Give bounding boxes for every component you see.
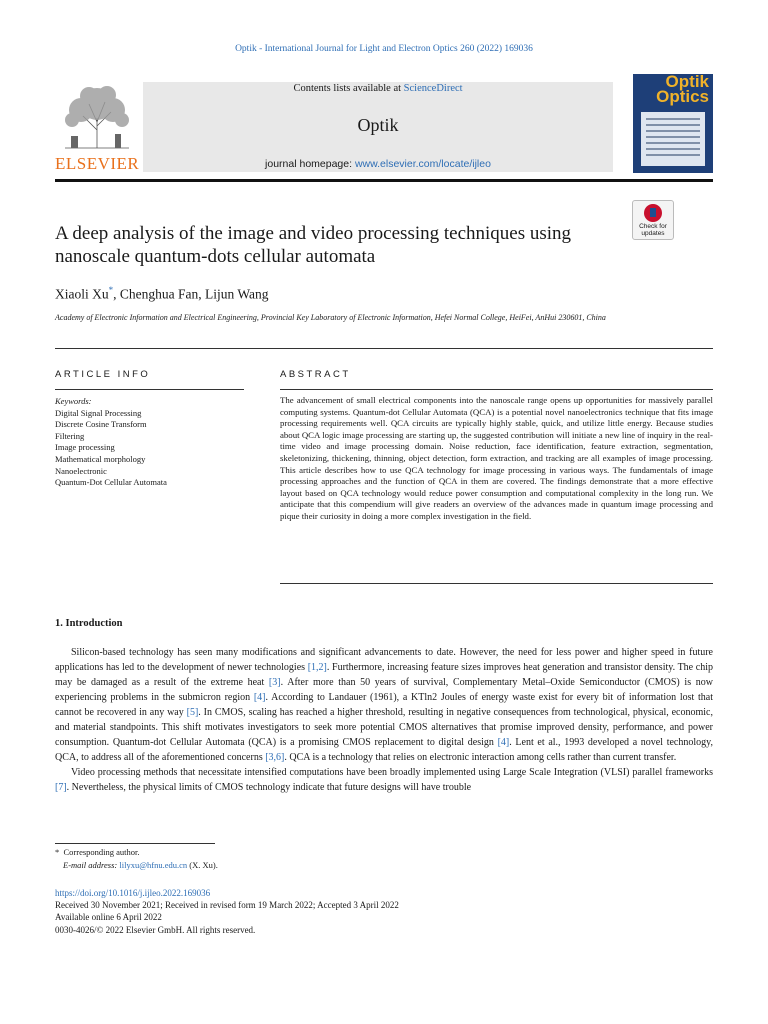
homepage-link[interactable]: www.elsevier.com/locate/ijleo: [354, 158, 491, 170]
email-label: E-mail address:: [63, 859, 120, 870]
footnote-rule: [55, 843, 215, 844]
keyword-item: Filtering: [55, 430, 85, 441]
author-xu: Xiaoli Xu: [55, 286, 109, 302]
email-footnote: [55, 859, 455, 872]
homepage-prefix: journal homepage:: [265, 158, 355, 170]
cover-text-lines: [646, 118, 700, 160]
other-authors: , Chenghua Fan, Lijun Wang: [113, 286, 269, 302]
journal-banner: [143, 82, 613, 172]
body-text-run: . QCA is a technology that relies on electronic interaction among cells rather than current transfer.: [284, 752, 677, 763]
keyword-item: Discrete Cosine Transform: [55, 419, 147, 430]
body-text-run: . According to Landauer (1961), a KTln2 Joules of energy waste exist for every bit of information lost that cannot be recovered in any way: [55, 692, 713, 718]
abstract-bottom-rule: [280, 583, 713, 584]
elsevier-logo[interactable]: [55, 82, 139, 174]
body-text-run: Video processing methods that necessitate intensified computations have been broadly implemented using Large Scale Integration (VLSI) parallel frameworks: [71, 767, 713, 778]
keyword-item: Image processing: [55, 442, 115, 453]
contents-line: [143, 83, 613, 94]
abstract-text: The advancement of small electrical components into the nanoscale range opens up opportunities for massively parallel computing systems. Quantum-dot Cellular Automata (QCA) is a potential novel nanoelectronics technique that fits image processing requirements well. QCA circuits are typically highly stable, quick, and utilize little energy. Because studies about QCA logic image processing are starting up, the suggested contribution will initiate a new line of inquiry in the real-time video and image processing domain. Noise reduction, face identification, feature extraction, segmentation, skeletonizing, thickening, thinning, object detection, form extraction, and tracking are all examples of image processing. This article describes how to use QCA technology for image processing in various ways. The fundamentals of image processing approaches and the function of QCA in them are covered. The findings demonstrate that a more effective layout based on QCA technology would reduce power consumption and computational complexity in the long run. We anticipate that this compendium will give readers an overview of the advances made in quantum image processing and pique their curiosity in doing a more complex investigation in the field.: [280, 395, 713, 521]
author-list: [55, 285, 269, 303]
corresponding-text: Corresponding author.: [63, 847, 140, 857]
email-link[interactable]: lilyxu@hfnu.edu.cn: [119, 859, 188, 870]
email-suffix: (X. Xu).: [187, 859, 218, 870]
citation-link[interactable]: [1,2]: [307, 662, 327, 673]
body-text-run: . Lent et al., 1993 developed a novel technology, QCA, to address all of the aforementioned concerns: [55, 737, 713, 763]
abstract-heading: ABSTRACT: [280, 369, 351, 380]
footnotes: [55, 846, 455, 871]
footnote-star: *: [55, 847, 60, 857]
citation-link[interactable]: [3,6]: [265, 752, 285, 763]
keyword-item: Nanoelectronic: [55, 465, 107, 476]
journal-title: Optik: [357, 115, 399, 135]
received-dates: Received 30 November 2021; Received in revised form 19 March 2022; Accepted 3 April 2022: [55, 900, 399, 911]
article-info-rule: [55, 389, 244, 390]
citation-link[interactable]: [4]: [253, 692, 266, 703]
masthead: [55, 74, 713, 174]
section-heading-introduction: 1. Introduction: [55, 618, 123, 629]
available-online: Available online 6 April 2022: [55, 912, 162, 923]
corresponding-author-mark[interactable]: *: [108, 285, 114, 295]
doi-link[interactable]: https://doi.org/10.1016/j.ijleo.2022.169036: [55, 888, 211, 898]
header-divider: [55, 348, 713, 349]
check-updates-line1: Check for: [639, 223, 667, 230]
masthead-divider: [55, 179, 713, 182]
affiliation: Academy of Electronic Information and Electrical Engineering, Provincial Key Laboratory of Electronic Information, Hefei Normal College, HeiFei, AnHui 230601, China: [55, 313, 606, 322]
citation-link[interactable]: [4]: [497, 737, 510, 748]
keyword-item: Mathematical morphology: [55, 453, 146, 464]
copyright: 0030-4026/© 2022 Elsevier GmbH. All rights reserved.: [55, 924, 256, 935]
elsevier-wordmark: ELSEVIER: [55, 154, 140, 173]
keyword-item: Quantum-Dot Cellular Automata: [55, 477, 167, 488]
citation-link[interactable]: [3]: [268, 677, 281, 688]
article-info-heading: ARTICLE INFO: [55, 369, 151, 380]
cover-title-line2: Optics: [656, 87, 709, 106]
article-metadata: [55, 887, 555, 936]
check-for-updates-button[interactable]: [632, 200, 674, 240]
bookmark-icon: [644, 204, 662, 222]
body-text-run: . In CMOS, scaling has reached a higher threshold, resulting in negative consequences from technological, physical, economic, and material standpoints. This shift motivates investigators to seek more potential CMOS alternatives that promise improved density, performance, and power consumption. Quantum-dot Cellular Automata (QCA) is a promising CMOS replacement to digital design: [55, 707, 713, 748]
sciencedirect-link[interactable]: ScienceDirect: [403, 83, 463, 94]
corresponding-footnote: [55, 846, 455, 859]
cover-title: [633, 74, 713, 104]
journal-cover-thumbnail[interactable]: [633, 74, 713, 173]
body-text-run: . Furthermore, increasing feature sizes improves heat generation and transistor density. The chip may be damaged as a result of the extreme heat: [55, 662, 713, 688]
article-title: A deep analysis of the image and video processing techniques using nanoscale quantum-dots cellular automata: [55, 223, 572, 267]
cover-title-line1: Optik: [665, 74, 709, 91]
abstract-rule: [280, 389, 713, 390]
body-text-run: . After more than 50 years of survival, Complementary Metal–Oxide Semiconductor (CMOS) is now experiencing problems in the submicron region: [55, 677, 713, 703]
elsevier-tree-icon: [55, 82, 139, 152]
paragraph: [55, 645, 713, 765]
homepage-line: [143, 158, 613, 170]
paragraph: [55, 765, 713, 795]
journal-citation[interactable]: Optik - International Journal for Light and Electron Optics 260 (2022) 169036: [235, 44, 533, 54]
check-updates-line2: updates: [641, 230, 665, 237]
citation-link[interactable]: [5]: [186, 707, 199, 718]
introduction-body: [55, 645, 713, 795]
keywords-block: [55, 396, 255, 489]
body-text-run: Silicon-based technology has seen many modifications and significant advancements to date. However, the need for less power and higher speed in future applications has led to the development of newer technologies: [55, 647, 713, 673]
body-text-run: . Nevertheless, the physical limits of CMOS technology indicate that future designs will have trouble: [66, 782, 472, 793]
keyword-item: Digital Signal Processing: [55, 407, 142, 418]
citation-link[interactable]: [7]: [55, 782, 67, 793]
keywords-label: Keywords:: [55, 396, 92, 406]
contents-prefix: Contents lists available at: [293, 83, 404, 94]
